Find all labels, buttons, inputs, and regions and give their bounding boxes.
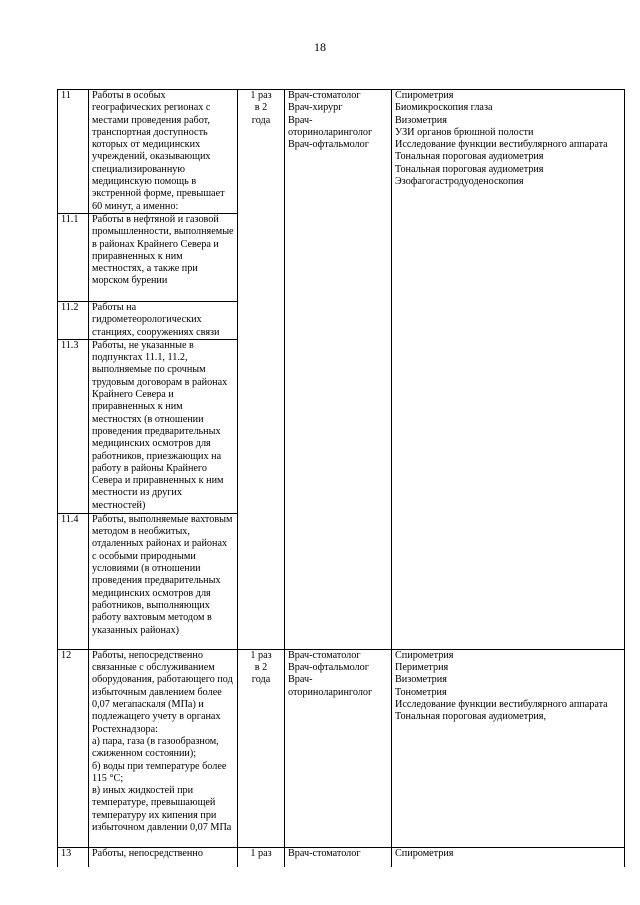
- row-number: 11: [58, 90, 89, 214]
- work-type: Работы в нефтяной и газовой промышленности, выполняемые в районах Крайнего Севера и приравненных к ним местностях, а также при морском бурении: [89, 214, 238, 302]
- doctors-list: Врач-стоматолог Врач-хирург Врач- оториноларинголог Врач-офтальмолог: [285, 90, 392, 650]
- exam-frequency: 1 раз в 2 года: [238, 649, 285, 847]
- exam-frequency: 1 раз: [238, 847, 285, 867]
- tests-list: Спирометрия Периметрия Визометрия Тонометрия Исследование функции вестибулярного аппарата Тональная пороговая аудиометрия,: [392, 649, 625, 847]
- occupations-table: [57, 89, 625, 867]
- row-number: 11.4: [58, 513, 89, 649]
- page-number: 18: [314, 40, 326, 54]
- work-type: Работы, не указанные в подпунктах 11.1, 11.2, выполняемые по срочным трудовым договорам в районах Крайнего Севера и приравненных к ним местностях (в отношении проведения предварительных медицинских осмотров для работников, приезжающих на работу в районы Крайнего Севера и приравненных к ним местности из других местностей): [89, 339, 238, 513]
- table-row: [58, 649, 625, 847]
- work-type: Работы, непосредственно: [89, 847, 238, 867]
- table-row: [58, 847, 625, 867]
- table-row: [58, 90, 625, 214]
- work-type: Работы в особых географических регионах с местами проведения работ, транспортная доступность которых от медицинских учреждений, оказывающих специализированную медицинскую помощь в экстренной форме, превышает 60 минут, а именно:: [89, 90, 238, 214]
- tests-list: Спирометрия: [392, 847, 625, 867]
- row-number: 11.1: [58, 214, 89, 302]
- exam-frequency: 1 раз в 2 года: [238, 90, 285, 650]
- work-type: Работы, непосредственно связанные с обслуживанием оборудования, работающего под избыточным давлением более 0,07 мегапаскаля (МПа) и подлежащего учету в органах Ростехнадзора: а) пара, газа (в газообразном, сжиженном состоянии); б) воды при температуре более 115 °С; в) иных жидкостей при температуре, превышающей температуру их кипения при избыточном давлении 0,07 МПа: [89, 649, 238, 847]
- tests-list: Спирометрия Биомикроскопия глаза Визометрия УЗИ органов брюшной полости Исследование функции вестибулярного аппарата Тональная пороговая аудиометрия Тональная пороговая аудиометрия Эзофагогастродуоденоскопия: [392, 90, 625, 650]
- row-number: 11.3: [58, 339, 89, 513]
- doctors-list: Врач-стоматолог Врач-офтальмолог Врач- оториноларинголог: [285, 649, 392, 847]
- row-number: 13: [58, 847, 89, 867]
- doctors-list: Врач-стоматолог: [285, 847, 392, 867]
- work-type: Работы, выполняемые вахтовым методом в необжитых, отдаленных районах и районах с особыми природными условиями (в отношении проведения предварительных медицинских осмотров для работников, выполняющих работу вахтовым методом в указанных районах): [89, 513, 238, 649]
- row-number: 12: [58, 649, 89, 847]
- row-number: 11.2: [58, 302, 89, 340]
- work-type: Работы на гидрометеорологических станциях, сооружениях связи: [89, 302, 238, 340]
